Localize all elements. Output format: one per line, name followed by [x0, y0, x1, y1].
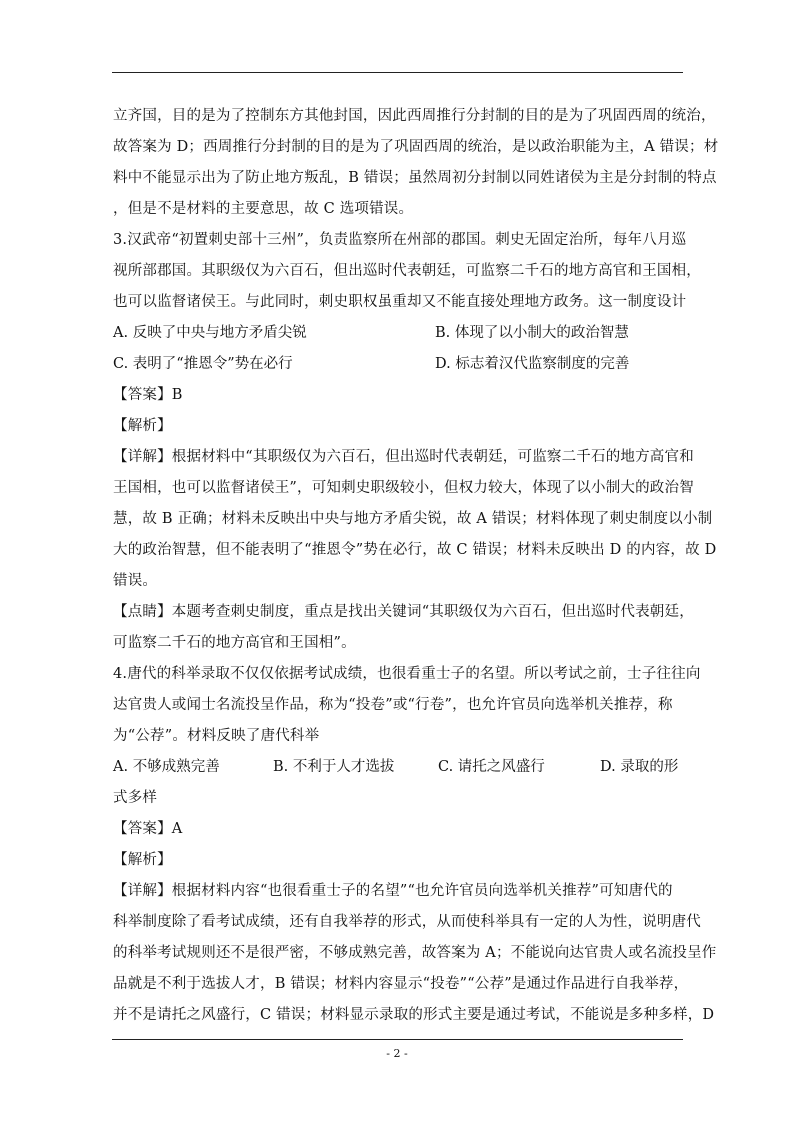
- q3-option-d: D. 标志着汉代监察制度的完善: [435, 356, 630, 372]
- q3-option-a: A. 反映了中央与地方矛盾尖锐: [113, 325, 307, 341]
- q4-stem-line: 4.唐代的科举录取不仅仅依据考试成绩，也很看重士子的名望。所以考试之前，士子往往向: [113, 666, 701, 682]
- q4-detail-line: 并不是请托之风盛行，C 错误；材料显示录取的形式主要是通过考试，不能说是多种多样，D: [113, 1007, 715, 1023]
- q3-detail-line: 慧，故 B 正确；材料未反映出中央与地方矛盾尖锐，故 A 错误；材料体现了刺史制度以小制: [113, 511, 713, 527]
- q3-options-row-1: [113, 318, 685, 349]
- q4-stem-line: 为“公荐”。材料反映了唐代科举: [113, 728, 320, 744]
- q3-stem-line: 3.汉武帝“初置刺史部十三州”，负责监察所在州部的郡国。刺史无固定治所，每年八月巡: [113, 232, 687, 248]
- q3-options-row-2: [113, 349, 685, 380]
- q3-stem-line: 视所部郡国。其职级仅为六百石，但出巡时代表朝廷，可监察二千石的地方高官和王国相，: [113, 263, 701, 279]
- q3-detail-line: 王国相，也可以监督诸侯王”，可知刺史职级较小，但权力较大，体现了以小制大的政治智: [113, 480, 694, 496]
- q4-options-row: [113, 752, 685, 783]
- q4-detail-line: 品就是不利于选拔人才，B 错误；材料内容显示“投卷”“公荐”是通过作品进行自我举荐，: [113, 976, 689, 992]
- q3-point-line: 【点睛】本题考查刺史制度，重点是找出关键词“其职级仅为六百石，但出巡时代表朝廷，: [113, 604, 694, 620]
- continuation-line: ，但是不是材料的主要意思，故 C 选项错误。: [113, 201, 414, 217]
- q4-option-d: D. 录取的形: [600, 759, 679, 775]
- continuation-line: 料中不能显示出为了防止地方叛乱，B 错误；虽然周初分封制以同姓诸侯为主是分封制的特点: [113, 170, 717, 186]
- q4-option-a: A. 不够成熟完善: [113, 759, 220, 775]
- q4-option-c: C. 请托之风盛行: [438, 759, 545, 775]
- q3-option-b: B. 体现了以小制大的政治智慧: [435, 325, 629, 341]
- page-number: - 2 -: [386, 1047, 408, 1060]
- q4-detail-line: 科举制度除了看考试成绩，还有自我举荐的形式，从而使科举具有一定的人为性，说明唐代: [113, 914, 701, 930]
- q4-option-b: B. 不利于人才选拔: [273, 759, 395, 775]
- continuation-line: 故答案为 D；西周推行分封制的目的是为了巩固西周的统治，是以政治职能为主，A 错误；材: [113, 139, 719, 155]
- q4-stem-line: 达官贵人或闻士名流投呈作品，称为“投卷”或“行卷”，也允许官员向选举机关推荐，称: [113, 697, 673, 713]
- footer-rule: [112, 1039, 683, 1040]
- continuation-line: 立齐国，目的是为了控制东方其他封国，因此西周推行分封制的目的是为了巩固西周的统治，: [113, 108, 716, 124]
- q4-option-d-wrap: 式多样: [113, 790, 158, 806]
- q3-point-line: 可监察二千石的地方高官和王国相”。: [113, 635, 356, 651]
- q3-option-c: C. 表明了“推恩令”势在必行: [113, 356, 293, 372]
- q4-analysis-label: 【解析】: [113, 852, 172, 868]
- q3-stem-line: 也可以监督诸侯王。与此同时，刺史职权虽重却又不能直接处理地方政务。这一制度设计: [113, 294, 687, 310]
- q4-detail-line: 的科举考试规则还不是很严密，不够成熟完善，故答案为 A；不能说向达官贵人或名流投呈作: [113, 945, 717, 961]
- page-content: [113, 101, 719, 1031]
- q4-answer: 【答案】A: [113, 821, 183, 837]
- header-rule: [112, 72, 683, 73]
- q3-answer: 【答案】B: [113, 387, 183, 403]
- q3-analysis-label: 【解析】: [113, 418, 172, 434]
- q3-detail-line: 大的政治智慧，但不能表明了“推恩令”势在必行，故 C 错误；材料未反映出 D 的内容，故 D: [113, 542, 717, 558]
- q3-detail-line: 错误。: [113, 573, 158, 589]
- q4-detail-line: 【详解】根据材料内容“也很看重士子的名望”“也允许官员向选举机关推荐”可知唐代的: [113, 883, 673, 899]
- q3-detail-line: 【详解】根据材料中“其职级仅为六百石，但出巡时代表朝廷，可监察二千石的地方高官和: [113, 449, 694, 465]
